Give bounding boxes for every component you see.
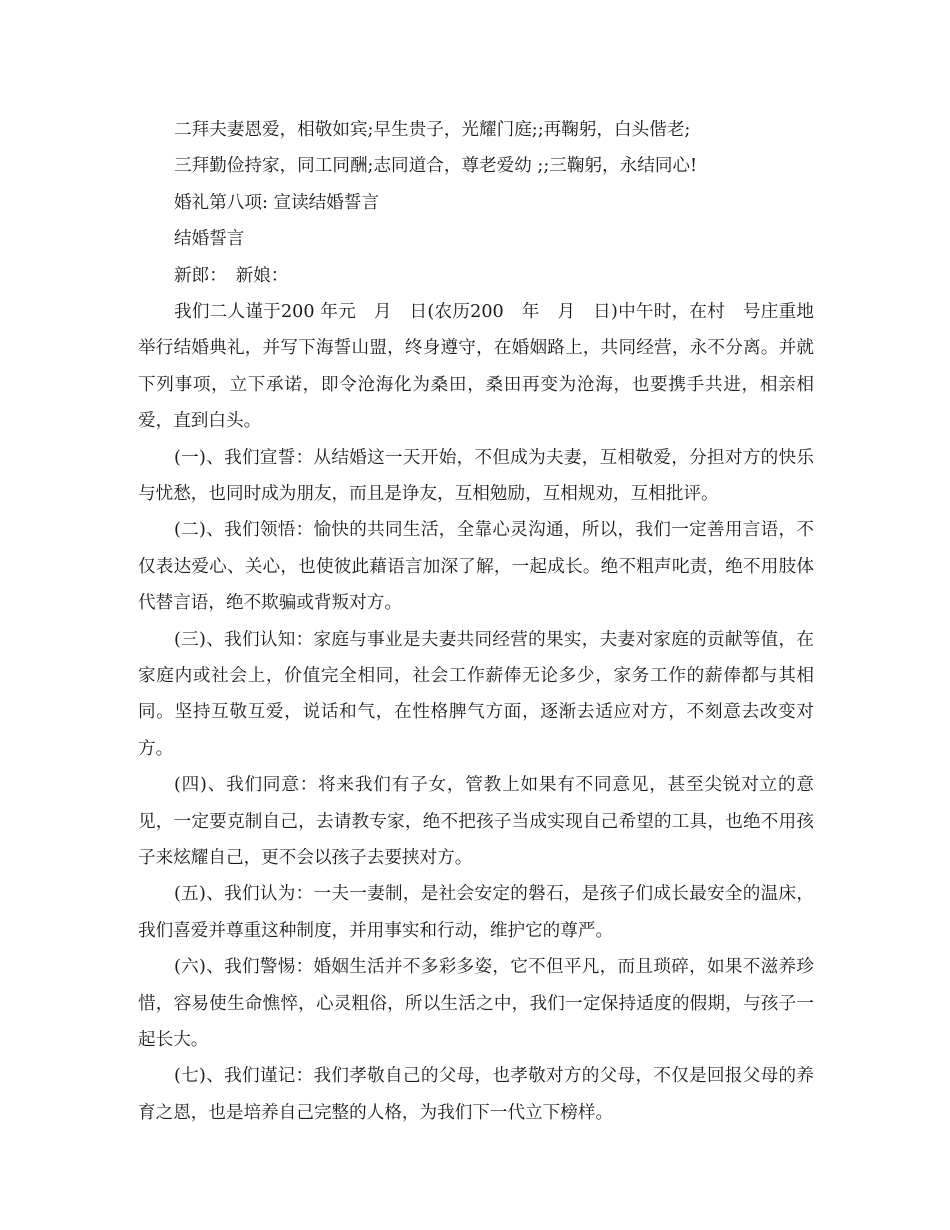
groom-bride-line: 新郎： 新娘：: [174, 265, 289, 286]
vow-paragraph-1: (一)、我们宣誓：从结婚这一天开始，不但成为夫妻，互相敬爱，分担对方的快乐与忧愁，也同时成为朋友，而且是诤友，互相勉励，互相规劝，互相批评。: [138, 447, 814, 504]
vow-paragraph-4: (四)、我们同意：将来我们有子女，管教上如果有不同意见，甚至尖锐对立的意见，一定要克制自己，去请教专家，绝不把孩子当成实现自己希望的工具，也绝不用孩子来炫耀自己，更不会以孩子去要挟对方。: [138, 775, 814, 869]
section-heading-wedding-vows: 结婚誓言: [174, 229, 245, 250]
vow-paragraph-2: (二)、我们领悟：愉快的共同生活，全靠心灵沟通，所以，我们一定善用言语，不仅表达爱心、关心，也使彼此藉语言加深了解，一起成长。绝不粗声叱责，绝不用肢体代替言语，绝不欺骗或背叛对方。: [138, 520, 814, 614]
document-body: [138, 112, 814, 1131]
vow-paragraph-6: (六)、我们警惕：婚姻生活并不多彩多姿，它不但平凡，而且琐碎，如果不滋养珍惜，容易使生命憔悴，心灵粗俗，所以生活之中，我们一定保持适度的假期，与孩子一起长大。: [138, 957, 814, 1051]
ceremony-item-eight: 婚礼第八项: 宣读结婚誓言: [174, 192, 380, 213]
vow-line-second-bow: 二拜夫妻恩爱，相敬如宾;早生贵子，光耀门庭;;再鞠躬，白头偕老;: [174, 120, 691, 140]
vow-intro-paragraph: 我们二人谨于200 年元 月 日(农历200 年 月 日)中午时，在村 号庄重地举行结婚典礼，并写下海誓山盟，终身遵守，在婚姻路上，共同经营，永不分离。并就下列事项，立下承诺，即令沧海化为桑田，桑田再变为沧海，也要携手共进，相亲相爱，直到白头。: [138, 301, 814, 432]
vow-paragraph-7: (七)、我们谨记：我们孝敬自己的父母，也孝敬对方的父母，不仅是回报父母的养育之恩，也是培养自己完整的人格，为我们下一代立下榜样。: [138, 1066, 814, 1123]
vow-line-third-bow: 三拜勤俭持家，同工同酬;志同道合，尊老爱幼 ;;三鞠躬，永结同心!: [174, 156, 698, 177]
vow-paragraph-3: (三)、我们认知：家庭与事业是夫妻共同经营的果实，夫妻对家庭的贡献等值，在家庭内或社会上，价值完全相同，社会工作薪俸无论多少，家务工作的薪俸都与其相同。坚持互敬互爱，说话和气，在性格脾气方面，逐渐去适应对方，不刻意去改变对方。: [138, 629, 814, 759]
vow-paragraph-5: (五)、我们认为：一夫一妻制，是社会安定的磐石，是孩子们成长最安全的温床，我们喜爱并尊重这种制度，并用事实和行动，维护它的尊严。: [138, 884, 814, 941]
